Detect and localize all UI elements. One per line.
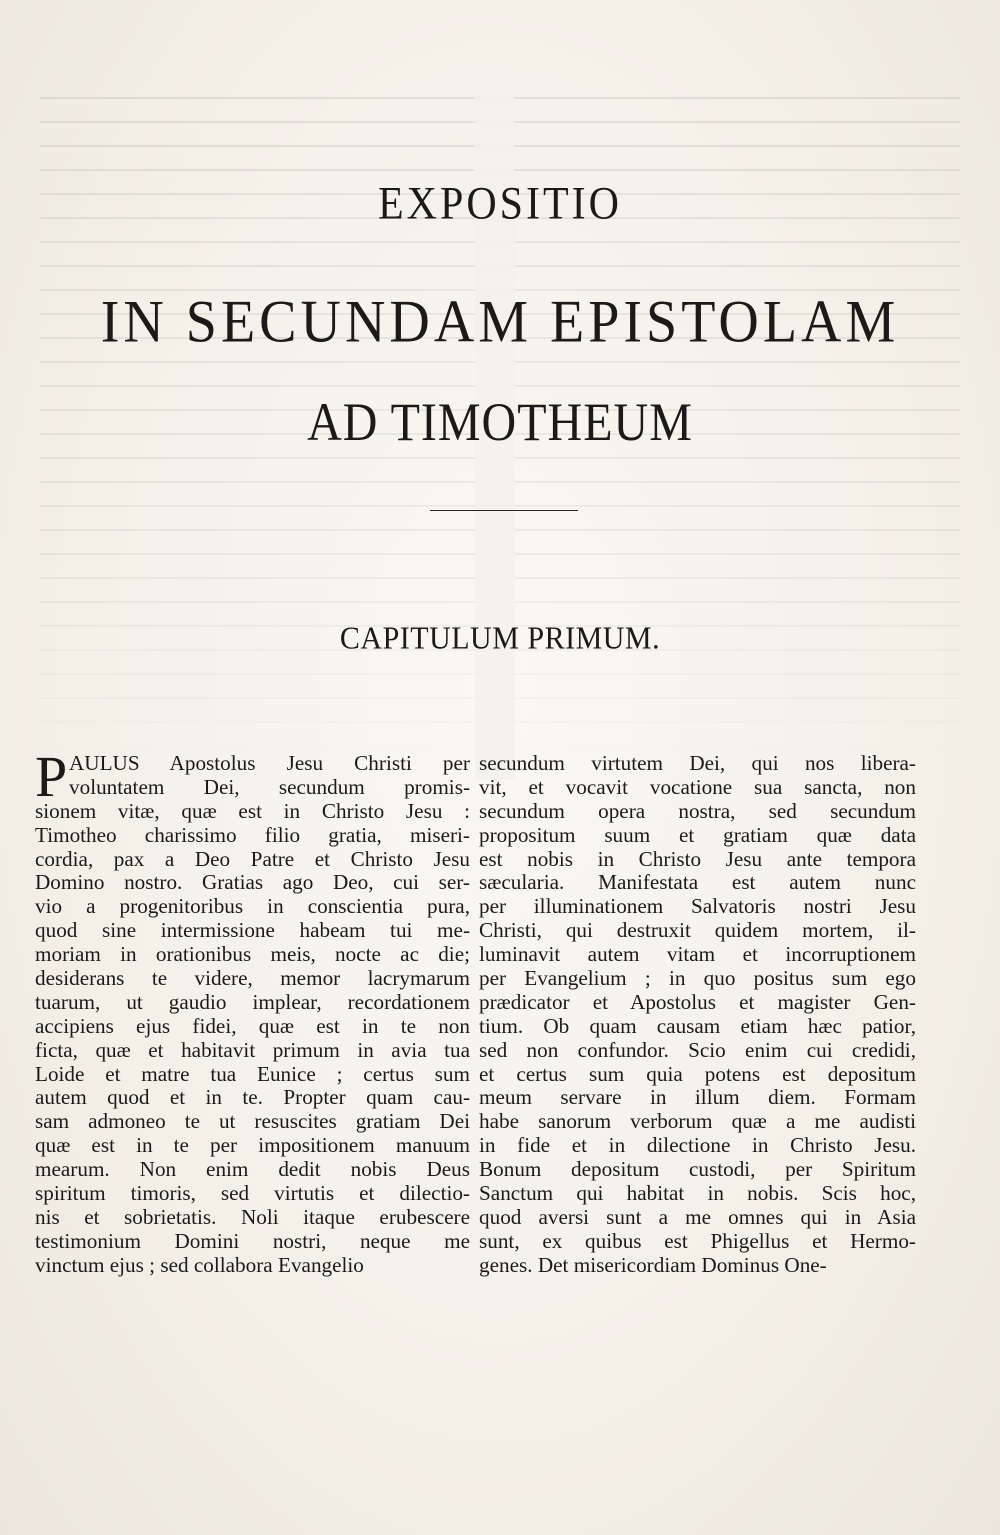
text-line: testimonium Domini nostri, neque me [35,1229,470,1253]
text-column-left [35,752,470,1278]
text-line: cordia, pax a Deo Patre et Christo Jesu [35,847,470,871]
text-line: AULUS Apostolus Jesu Christi per [69,752,470,775]
text-line: Christi, qui destruxit quidem mortem, il- [479,919,916,943]
text-line: tuarum, ut gaudio implear, recordationem [35,990,470,1014]
text-line: vio a progenitoribus in conscientia pura, [35,895,470,919]
text-column-right [479,752,916,1278]
text-line: in fide et in dilectione in Christo Jesu. [479,1134,916,1158]
text-line: est nobis in Christo Jesu ante tempora [479,847,916,871]
text-line: desiderans te videre, memor lacrymarum [35,967,470,991]
text-line: spiritum timoris, sed virtutis et dilectio- [35,1182,470,1206]
text-line: luminavit autem vitam et incorruptionem [479,943,916,967]
text-line: moriam in orationibus meis, nocte ac die; [35,943,470,967]
text-line: per Evangelium ; in quo positus sum ego [479,967,916,991]
text-line: vit, et vocavit vocatione sua sancta, non [479,775,916,799]
text-line: mearum. Non enim dedit nobis Deus [35,1158,470,1182]
text-line: Bonum depositum custodi, per Spiritum [479,1158,916,1182]
drop-cap: P [35,752,68,802]
title-line-2: IN SECUNDAM EPISTOLAM [100,288,900,356]
text-line: quod aversi sunt a me omnes qui in Asia [479,1205,916,1229]
text-line: Domino nostro. Gratias ago Deo, cui ser- [35,871,470,895]
title-line-3: AD TIMOTHEUM [307,392,693,453]
text-line: propositum suum et gratiam quæ data [479,823,916,847]
chapter-heading: CAPITULUM PRIMUM. [339,621,661,656]
text-line: sæcularia. Manifestata est autem nunc [479,871,916,895]
text-line: vinctum ejus ; sed collabora Evangelio [35,1253,364,1277]
text-line: Timotheo charissimo filio gratia, miseri- [35,823,470,847]
text-line: per illuminationem Salvatoris nostri Jesu [479,895,916,919]
text-line: Loide et matre tua Eunice ; certus sum [35,1062,470,1086]
text-line: genes. Det misericordiam Dominus One- [479,1253,827,1277]
text-line: quod sine intermissione habeam tui me- [35,919,470,943]
title-line-1: EXPOSITIO [378,178,622,230]
text-line: habe sanorum verborum quæ a me audisti [479,1110,916,1134]
text-line: sionem vitæ, quæ est in Christo Jesu : [35,799,470,823]
text-line: Sanctum qui habitat in nobis. Scis hoc, [479,1182,916,1206]
text-line: autem quod et in te. Propter quam cau- [35,1086,470,1110]
text-line: ficta, quæ et habitavit primum in avia tua [35,1038,470,1062]
text-line: quæ est in te per impositionem manuum [35,1134,470,1158]
text-line: sed non confundor. Scio enim cui credidi, [479,1038,916,1062]
text-line: accipiens ejus fidei, quæ est in te non [35,1014,470,1038]
text-line: sunt, ex quibus est Phigellus et Hermo- [479,1229,916,1253]
text-line: meum servare in illum diem. Formam [479,1086,916,1110]
text-line: voluntatem Dei, secundum promis- [69,775,470,799]
text-line: sam admoneo te ut resuscites gratiam Dei [35,1110,470,1134]
text-line: prædicator et Apostolus et magister Gen- [479,990,916,1014]
text-line: et certus sum quia potens est depositum [479,1062,916,1086]
title-rule [430,510,578,511]
text-line: secundum virtutem Dei, qui nos libera- [479,752,916,775]
text-line: nis et sobrietatis. Noli itaque erubescere [35,1205,470,1229]
text-line: secundum opera nostra, sed secundum [479,799,916,823]
text-line: tium. Ob quam causam etiam hæc patior, [479,1014,916,1038]
